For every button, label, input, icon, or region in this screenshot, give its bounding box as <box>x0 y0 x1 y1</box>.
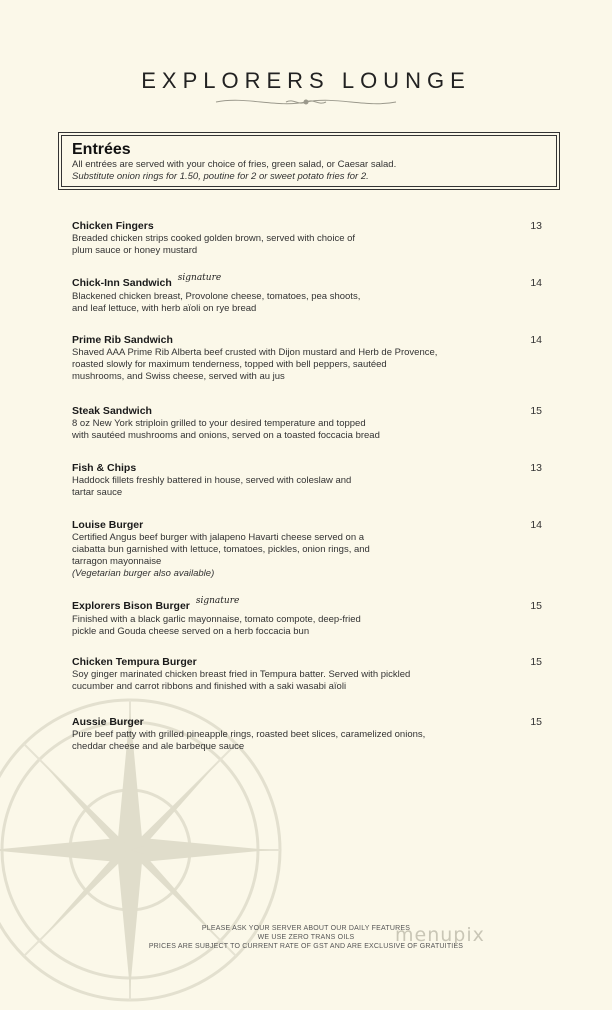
item-description: cheddar cheese and ale barbeque sauce <box>72 741 245 752</box>
item-name: Steak Sandwich <box>72 405 152 417</box>
item-description: Blackened chicken breast, Provolone cheese, tomatoes, pea shoots, <box>72 291 361 302</box>
item-name: Fish & Chips <box>72 462 137 474</box>
menu-item <box>72 656 542 693</box>
item-description: tarragon mayonnaise <box>72 556 162 567</box>
signature-mark: signature <box>177 273 222 283</box>
watermark-text: menupix <box>395 924 485 946</box>
item-description: Soy ginger marinated chicken breast fried in Tempura batter. Served with pickled <box>72 669 411 680</box>
item-description: ciabatta bun garnished with lettuce, tomatoes, pickles, onion rings, and <box>72 544 370 555</box>
intro-substitution-note: Substitute onion rings for 1.50, poutine for 2 or sweet potato fries for 2. <box>72 171 369 182</box>
item-description: Finished with a black garlic mayonnaise, tomato compote, deep-fried <box>72 614 361 625</box>
item-price: 14 <box>530 277 542 289</box>
signature-mark: signature <box>195 596 240 606</box>
footer-line: PLEASE ASK YOUR SERVER ABOUT OUR DAILY FEATURES <box>201 925 411 932</box>
menu-item <box>72 519 542 580</box>
item-description: Haddock fillets freshly battered in house, served with coleslaw and <box>72 475 352 486</box>
item-name: Aussie Burger <box>72 716 144 728</box>
menu-item <box>72 334 542 383</box>
item-price: 15 <box>530 600 542 612</box>
menu-item <box>72 220 542 257</box>
footer-line: WE USE ZERO TRANS OILS <box>257 934 355 941</box>
item-description: tartar sauce <box>72 487 123 498</box>
item-description: mushrooms, and Swiss cheese, served with au jus <box>72 371 285 382</box>
intro-description: All entrées are served with your choice of fries, green salad, or Caesar salad. <box>72 159 397 170</box>
footer-line: PRICES ARE SUBJECT TO CURRENT RATE OF GST AND ARE EXCLUSIVE OF GRATUITIES <box>148 943 464 950</box>
item-name: Chicken Tempura Burger <box>72 656 197 668</box>
page-title: EXPLORERS LOUNGE <box>141 68 471 93</box>
item-description: Certified Angus beef burger with jalapeno Havarti cheese served on a <box>72 532 365 543</box>
item-name: Prime Rib Sandwich <box>72 334 173 346</box>
item-description: pickle and Gouda cheese served on a herb foccacia bun <box>72 626 310 637</box>
item-name: Chick-Inn Sandwich <box>72 277 172 289</box>
menu-footer <box>0 924 612 951</box>
menu-item <box>72 462 542 499</box>
item-price: 14 <box>530 334 542 346</box>
item-price: 14 <box>530 519 542 531</box>
item-price: 15 <box>530 656 542 668</box>
item-description: cucumber and carrot ribbons and finished with a saki wasabi aïoli <box>72 681 347 692</box>
item-description: Breaded chicken strips cooked golden brown, served with choice of <box>72 233 356 244</box>
item-price: 15 <box>530 716 542 728</box>
item-description: plum sauce or honey mustard <box>72 245 198 256</box>
item-description: with sautéed mushrooms and onions, served on a toasted foccacia bread <box>72 430 380 441</box>
section-heading: Entrées <box>72 141 131 158</box>
item-note: (Vegetarian burger also available) <box>72 568 215 579</box>
menu-item <box>72 273 542 315</box>
item-name: Explorers Bison Burger <box>72 600 190 612</box>
item-description: Shaved AAA Prime Rib Alberta beef crusted with Dijon mustard and Herb de Provence, <box>72 347 438 358</box>
item-price: 15 <box>530 405 542 417</box>
menu-item <box>72 405 542 442</box>
item-description: 8 oz New York striploin grilled to your desired temperature and topped <box>72 418 366 429</box>
title-flourish-ornament <box>206 94 406 110</box>
menu-item <box>72 596 542 638</box>
item-price: 13 <box>530 220 542 232</box>
item-description: Pure beef patty with grilled pineapple rings, roasted beet slices, caramelized onions, <box>72 729 426 740</box>
menu-item <box>72 716 542 753</box>
item-description: and leaf lettuce, with herb aïoli on rye bread <box>72 303 257 314</box>
entrees-intro-box <box>58 132 560 190</box>
item-name: Chicken Fingers <box>72 220 154 232</box>
item-price: 13 <box>530 462 542 474</box>
item-name: Louise Burger <box>72 519 144 531</box>
item-description: roasted slowly for maximum tenderness, topped with bell peppers, sautéed <box>72 359 387 370</box>
